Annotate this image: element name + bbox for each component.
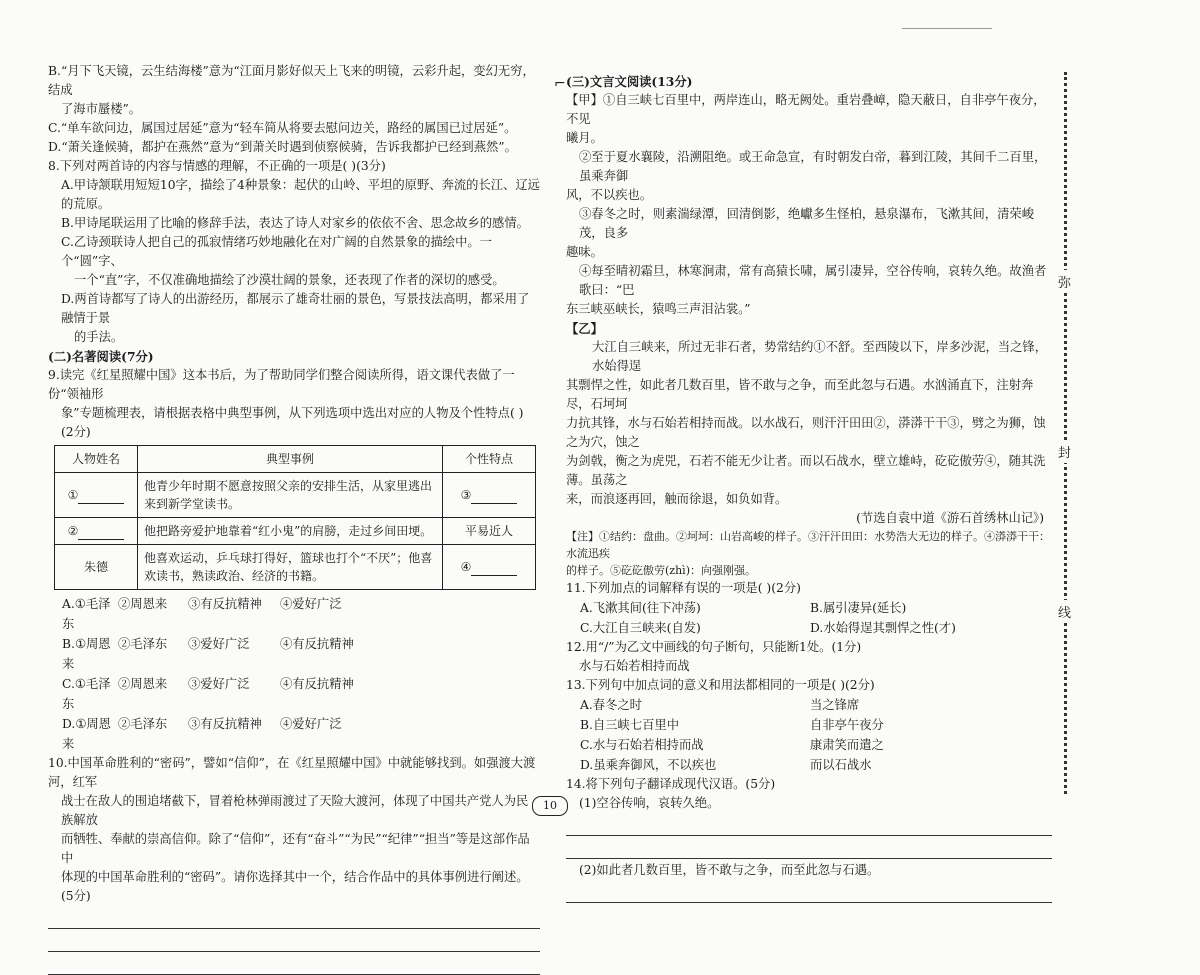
jia-line: 风，不以疾也。 bbox=[566, 188, 653, 202]
right-column bbox=[566, 72, 1052, 903]
seal-line bbox=[1064, 72, 1067, 794]
q9-options bbox=[48, 594, 540, 754]
q13-opt-pair: 康肃笑而遣之 bbox=[810, 738, 884, 752]
answer-line[interactable] bbox=[48, 952, 540, 975]
table-header-event: 典型事例 bbox=[138, 446, 443, 473]
q8-option-a: A.甲诗颔联用短短10字，描绘了4种景象：起伏的山岭、平坦的原野、奔流的长江、辽远的荒原。 bbox=[61, 178, 540, 211]
q13-opt[interactable]: B.自三峡七百里中 bbox=[580, 718, 680, 732]
q11-opt-d[interactable]: D.水始得逞其剽悍之性(才) bbox=[810, 621, 956, 635]
q9-opt: ④爱好广泛 bbox=[280, 597, 342, 611]
q13-opt[interactable]: A.春冬之时 bbox=[580, 698, 642, 712]
yi-line: 其剽悍之性，如此者几数百里，皆不敢与之争，而至此忽与石遇。水汹涌直下，注射奔尽，石坷坷 bbox=[566, 378, 1034, 411]
q9-stem-cont: 象”专题梳理表，请根据表格中典型事例，从下列选项中选出对应的人物及个性特点( ) bbox=[61, 406, 524, 420]
source-citation: (节选自袁中道《游石首绣林山记》) bbox=[856, 511, 1044, 525]
answer-blank[interactable] bbox=[78, 491, 124, 504]
answer-line[interactable] bbox=[566, 813, 1052, 836]
q13-stem: 13.下列句中加点词的意义和用法都相同的一项是( )(2分) bbox=[566, 678, 875, 692]
top-rule bbox=[902, 28, 992, 29]
seal-label: 弥 bbox=[1058, 270, 1071, 293]
q9-opt: ③有反抗精神 bbox=[188, 597, 262, 611]
q9-opt: ③爱好广泛 bbox=[188, 677, 250, 691]
q9-opt[interactable]: C.①毛泽东 bbox=[62, 677, 111, 711]
left-column bbox=[48, 62, 540, 975]
footnote: 【注】①结约：盘曲。②坷坷：山岩高峻的样子。③汗汗田田：水势浩大无边的样子。④漭漭干干：水流迅疾 bbox=[566, 530, 1050, 560]
q13-options bbox=[566, 695, 1052, 775]
answer-line[interactable] bbox=[48, 906, 540, 929]
section-3-title: (三)文言文阅读(13分) bbox=[566, 74, 693, 89]
q7-option-c: C.“单车欲问边，属国过居延”意为“轻车简从将要去慰问边关，路经的属国已过居延”。 bbox=[48, 121, 517, 135]
page-number: 10 bbox=[532, 796, 568, 816]
table-cell-name: 朱德 bbox=[55, 545, 138, 590]
jia-line: 【甲】①自三峡七百里中，两岸连山，略无阙处。重岩叠嶂，隐天蔽日，自非亭午夜分，不见 bbox=[566, 93, 1046, 126]
jia-line: 东三峡巫峡长，猿鸣三声泪沾裳。” bbox=[566, 302, 751, 316]
q8-option-d: D.两首诗都写了诗人的出游经历，都展示了雄奇壮丽的景色，写景技法高明，都采用了融情于景 bbox=[61, 292, 530, 325]
q8-option-c-cont: 一个“直”字，不仅准确地描绘了沙漠壮阔的景象，还表现了作者的深切的感受。 bbox=[74, 273, 505, 287]
footnote-cont: 的样子。⑤矻矻傲劳(zhì)：向强刚强。 bbox=[566, 564, 756, 577]
q9-opt: ④爱好广泛 bbox=[280, 717, 342, 731]
jia-line: 趣味。 bbox=[566, 245, 603, 259]
q11-opt-a[interactable]: A.飞漱其间(往下冲荡) bbox=[580, 601, 701, 615]
yi-line: 大江自三峡来，所过无非石者，势常结约①不舒。至西陵以下，岸多沙泥，当之锋，水始得逞 bbox=[592, 340, 1047, 373]
yi-label: 【乙】 bbox=[566, 321, 603, 336]
table-row bbox=[55, 518, 536, 545]
q12-sentence[interactable]: 水与石始若相持而战 bbox=[579, 659, 690, 673]
answer-blank[interactable] bbox=[471, 563, 517, 576]
q9-opt: ②毛泽东 bbox=[118, 637, 168, 651]
seal-label: 线 bbox=[1058, 600, 1071, 623]
q9-opt: ③爱好广泛 bbox=[188, 637, 250, 651]
q8-option-c: C.乙诗颈联诗人把自己的孤寂情绪巧妙地融化在对广阔的自然景象的描绘中。一个“圆”字、 bbox=[61, 235, 492, 268]
jia-label: 【甲】 bbox=[566, 93, 603, 107]
q13-opt-pair: 当之锋席 bbox=[810, 698, 860, 712]
q9-opt[interactable]: A.①毛泽东 bbox=[62, 597, 111, 631]
q14-sentence-2: (2)如此者几数百里，皆不敢与之争，而至此忽与石遇。 bbox=[579, 863, 880, 877]
q8-option-d-cont: 的手法。 bbox=[74, 330, 124, 344]
q9-opt: ②毛泽东 bbox=[118, 717, 168, 731]
q8-stem: 8.下列对两首诗的内容与情感的理解，不正确的一项是( )(3分) bbox=[48, 159, 386, 173]
q9-opt[interactable]: B.①周恩来 bbox=[62, 637, 111, 671]
section-2-title: (二)名著阅读(7分) bbox=[48, 349, 154, 364]
table-row bbox=[55, 473, 536, 518]
q13-opt-pair: 而以石战水 bbox=[810, 758, 872, 772]
blank-trait-4: ④ bbox=[460, 560, 472, 574]
q9-opt: ④有反抗精神 bbox=[280, 637, 354, 651]
table-header-trait: 个性特点 bbox=[443, 446, 536, 473]
jia-line: ②至于夏水襄陵，沿溯阻绝。或王命急宣，有时朝发白帝，暮到江陵，其间千二百里，虽乘奔御 bbox=[579, 150, 1047, 183]
q11-options bbox=[566, 598, 1052, 638]
q9-score: (2分) bbox=[61, 425, 91, 439]
q9-stem: 9.读完《红星照耀中国》这本书后，为了帮助同学们整合阅读所得，语文课代表做了一份“领袖形 bbox=[48, 368, 515, 401]
answer-line[interactable] bbox=[48, 929, 540, 952]
yi-line: 力抗其锋，水与石始若相持而战。以水战石，则汗汗田田②，漭漭干干③，劈之为狮，蚀之为穴，蚀之 bbox=[566, 416, 1046, 449]
table-cell-event: 他把路旁爱护地靠着“红小鬼”的肩膀，走过乡间田埂。 bbox=[138, 518, 443, 545]
q7-option-d: D.“萧关逢候骑，都护在燕然”意为“到萧关时遇到侦察候骑，告诉我都护已经到燕然”。 bbox=[48, 140, 517, 154]
q11-stem: 11.下列加点的词解释有误的一项是( )(2分) bbox=[566, 581, 801, 595]
answer-blank[interactable] bbox=[471, 491, 517, 504]
blank-trait-3: ③ bbox=[460, 488, 472, 502]
q9-table bbox=[54, 445, 536, 590]
table-cell-event: 他喜欢运动，乒乓球打得好，篮球也打个“不厌”；他喜欢读书，熟读政治、经济的书籍。 bbox=[138, 545, 443, 590]
answer-blank[interactable] bbox=[78, 527, 124, 540]
answer-line[interactable] bbox=[566, 836, 1052, 859]
q10-score: (5分) bbox=[61, 889, 91, 903]
q10-line: 而牺牲、奉献的崇高信仰。除了“信仰”，还有“奋斗”“为民”“纪律”“担当”等是这部作品中 bbox=[61, 832, 530, 865]
table-header-name: 人物姓名 bbox=[55, 446, 138, 473]
q11-opt-b[interactable]: B.属引凄异(延长) bbox=[810, 601, 907, 615]
q9-opt[interactable]: D.①周恩来 bbox=[62, 717, 111, 751]
q13-opt[interactable]: D.虽乘奔御风，不以疾也 bbox=[580, 758, 717, 772]
binding-mark: ⌐ bbox=[554, 76, 566, 92]
table-row bbox=[55, 545, 536, 590]
q9-opt: ④有反抗精神 bbox=[280, 677, 354, 691]
seal-label: 封 bbox=[1058, 440, 1071, 463]
q10-line: 10.中国革命胜利的“密码”，譬如“信仰”，在《红星照耀中国》中就能够找到。如强渡大渡河，红军 bbox=[48, 756, 536, 789]
table-cell-event: 他青少年时期不愿意按照父亲的安排生活，从家里逃出来到新学堂读书。 bbox=[138, 473, 443, 518]
q9-opt: ②周恩来 bbox=[118, 677, 168, 691]
blank-name-1: ① bbox=[67, 488, 79, 502]
table-cell-trait: 平易近人 bbox=[443, 518, 536, 545]
q10-line: 战士在敌人的围追堵截下，冒着枪林弹雨渡过了天险大渡河，体现了中国共产党人为民族解放 bbox=[61, 794, 529, 827]
q12-stem: 12.用“/”为乙文中画线的句子断句，只能断1处。(1分) bbox=[566, 640, 862, 654]
q13-opt[interactable]: C.水与石始若相持而战 bbox=[580, 738, 704, 752]
jia-line: ④每至晴初霜旦，林寒涧肃，常有高猿长啸，属引凄异，空谷传响，哀转久绝。故渔者歌曰：“巴 bbox=[579, 264, 1047, 297]
yi-line: 为剑戟，衡之为虎兕，石若不能无少让者。而以石战水，壁立雄峙，矻矻傲劳④，随其洗薄。虽荡之 bbox=[566, 454, 1046, 487]
q10-line: 体现的中国革命胜利的“密码”。请你选择其中一个，结合作品中的具体事例进行阐述。 bbox=[61, 870, 529, 884]
q9-opt: ②周恩来 bbox=[118, 597, 168, 611]
jia-line: ③春冬之时，则素湍绿潭，回清倒影，绝巘多生怪柏，悬泉瀑布，飞漱其间，清荣峻茂，良多 bbox=[579, 207, 1034, 240]
yi-line: 来，而浪逐再回，触而徐退，如负如背。 bbox=[566, 492, 788, 506]
q14-sentence-1: (1)空谷传响，哀转久绝。 bbox=[579, 796, 720, 810]
q9-opt: ③有反抗精神 bbox=[188, 717, 262, 731]
q7-option-b: B.“月下飞天镜，云生结海楼”意为“江面月影好似天上飞来的明镜，云彩升起，变幻无穷，结成 bbox=[48, 64, 535, 97]
q11-opt-c[interactable]: C.大江自三峡来(自发) bbox=[580, 621, 701, 635]
q14-stem: 14.将下列句子翻译成现代汉语。(5分) bbox=[566, 777, 776, 791]
q7-option-b-cont: 了海市蜃楼”。 bbox=[61, 102, 142, 116]
blank-name-2: ② bbox=[67, 524, 79, 538]
q13-opt-pair: 自非亭午夜分 bbox=[810, 718, 884, 732]
q8-option-b: B.甲诗尾联运用了比喻的修辞手法，表达了诗人对家乡的依依不舍、思念故乡的感情。 bbox=[61, 216, 529, 230]
answer-line[interactable] bbox=[566, 880, 1052, 903]
jia-line: 曦月。 bbox=[566, 131, 603, 145]
